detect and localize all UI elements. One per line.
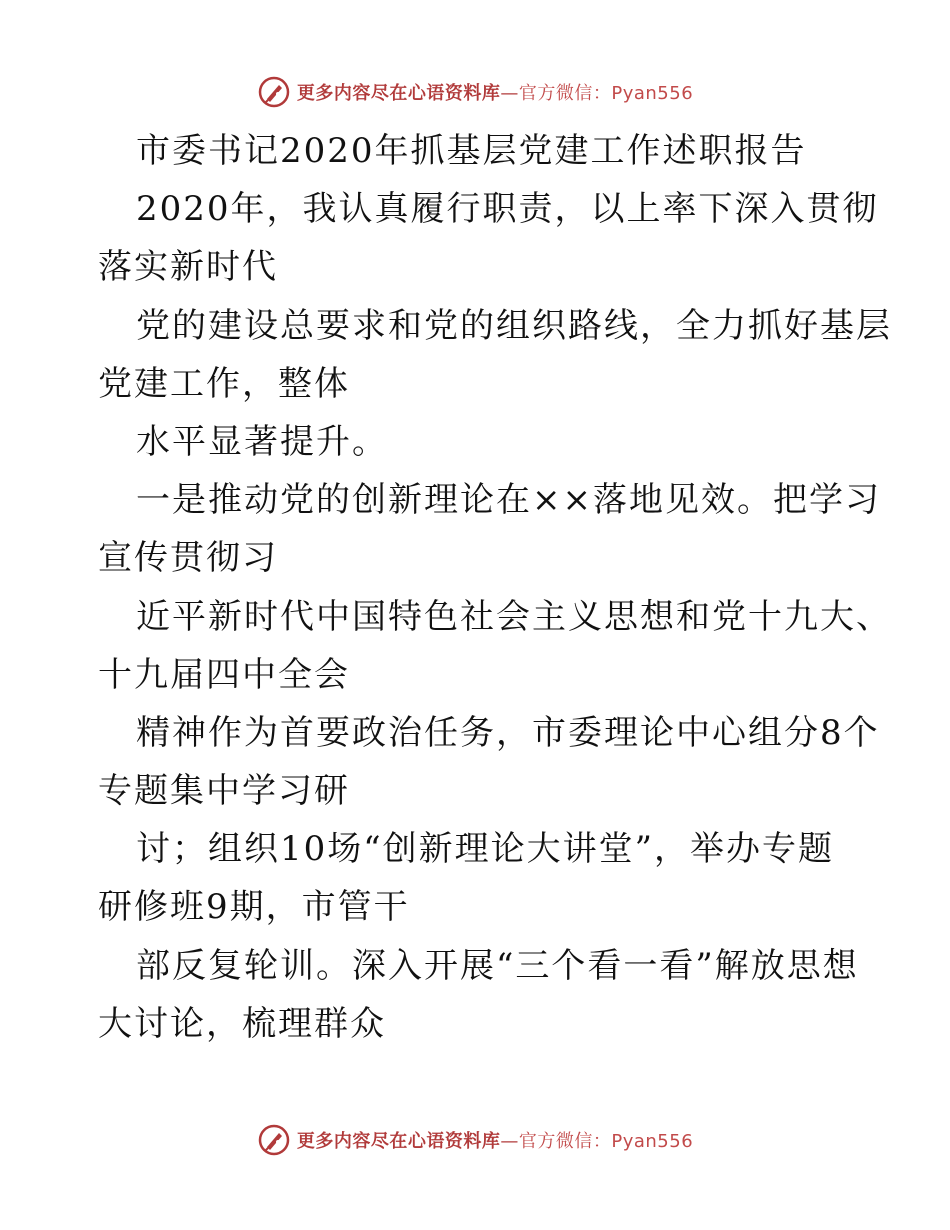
footer-watermark bbox=[0, 1120, 950, 1160]
text-line: 一是推动党的创新理论在××落地见效。把学习 bbox=[136, 480, 881, 521]
watermark-contact: 官方微信：Pyan556 bbox=[518, 1131, 694, 1152]
text-line: 研修班9期，市管干 bbox=[98, 887, 410, 928]
watermark-brand: 更多内容尽在心语资料库 bbox=[296, 83, 501, 104]
watermark-brand: 更多内容尽在心语资料库 bbox=[296, 1131, 501, 1152]
text-line: 宣传贯彻习 bbox=[98, 538, 278, 579]
text-line: 2020年，我认真履行职责，以上率下深入贯彻 bbox=[136, 189, 879, 230]
pen-nib-seal-icon bbox=[257, 1123, 291, 1157]
text-line: 大讨论，梳理群众 bbox=[98, 1003, 386, 1044]
watermark-separator: — bbox=[500, 83, 519, 104]
text-line: 近平新时代中国特色社会主义思想和党十九大、 bbox=[136, 596, 892, 637]
text-line: 讨；组织10场“创新理论大讲堂”，举办专题 bbox=[136, 829, 835, 870]
watermark-contact: 官方微信：Pyan556 bbox=[518, 83, 694, 104]
text-line: 党的建设总要求和党的组织路线，全力抓好基层 bbox=[136, 305, 892, 346]
watermark-separator: — bbox=[500, 1131, 519, 1152]
text-line: 市委书记2020年抓基层党建工作述职报告 bbox=[136, 131, 807, 171]
text-line: 落实新时代 bbox=[98, 247, 278, 288]
text-line: 精神作为首要政治任务，市委理论中心组分8个 bbox=[136, 712, 880, 753]
header-watermark bbox=[0, 72, 950, 112]
text-line: 专题集中学习研 bbox=[98, 771, 350, 812]
text-line: 水平显著提升。 bbox=[136, 421, 388, 462]
text-line: 党建工作，整体 bbox=[98, 363, 350, 404]
document-body bbox=[98, 122, 892, 1053]
text-line: 十九届四中全会 bbox=[98, 654, 350, 695]
pen-nib-seal-icon bbox=[257, 75, 291, 109]
text-line: 部反复轮训。深入开展“三个看一看”解放思想 bbox=[136, 945, 859, 986]
